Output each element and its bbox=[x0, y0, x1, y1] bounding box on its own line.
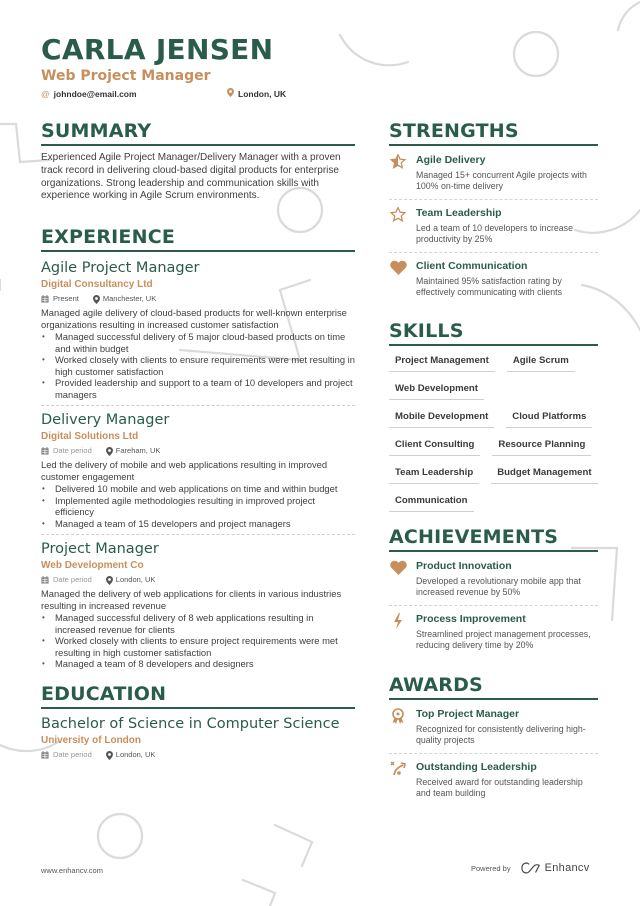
item-divider bbox=[389, 252, 598, 253]
job-description: Managed agile delivery of cloud-based products for well-known enterprise organizations resulting in increased customer satisfaction bbox=[41, 307, 347, 330]
company-name: Digital Solutions Ltd bbox=[41, 431, 139, 442]
location-text: London, UK bbox=[238, 89, 287, 99]
bullet-item: • Managed successful delivery of 5 major cloud-based products on time and within budget bbox=[41, 331, 355, 354]
map-pin-icon bbox=[106, 751, 113, 760]
skill-tag: Web Development bbox=[389, 380, 484, 400]
candidate-name: CARLA JENSEN bbox=[41, 33, 274, 66]
bullet-item: • Managed successful delivery of 8 web applications resulting in increased revenue for clients bbox=[41, 612, 355, 635]
calendar-icon bbox=[41, 447, 49, 455]
job-date: Date period bbox=[41, 575, 92, 585]
enhancv-logo[interactable]: Enhancv bbox=[521, 862, 590, 874]
summary-section bbox=[41, 120, 355, 203]
candidate-role: Web Project Manager bbox=[41, 68, 211, 84]
job-meta bbox=[41, 446, 355, 456]
skill-tag: Cloud Platforms bbox=[506, 408, 592, 428]
job-description: Led the delivery of mobile and web applications resulting in improved customer engagement bbox=[41, 459, 328, 482]
section-title-education: EDUCATION bbox=[41, 683, 167, 705]
job-entry bbox=[41, 259, 355, 400]
section-title-skills: SKILLS bbox=[389, 320, 464, 342]
job-bullets bbox=[41, 331, 355, 400]
map-pin-icon bbox=[106, 447, 113, 456]
star-outline-icon bbox=[389, 206, 407, 246]
contact-location bbox=[227, 88, 286, 100]
section-divider bbox=[389, 550, 598, 552]
lightning-icon bbox=[389, 612, 407, 652]
enhancv-logo-icon bbox=[521, 862, 541, 874]
experience-section bbox=[41, 226, 355, 670]
bullet-item: • Provided leadership and support to a team of 10 developers and project managers bbox=[41, 377, 355, 400]
school-name: University of London bbox=[41, 735, 141, 746]
job-bullets bbox=[41, 483, 355, 529]
map-pin-icon bbox=[227, 88, 234, 100]
bullet-item: • Delivered 10 mobile and web applications on time and within budget bbox=[41, 483, 355, 495]
item-divider bbox=[389, 753, 598, 754]
entry-divider bbox=[41, 534, 355, 535]
education-section bbox=[41, 683, 355, 763]
skill-tag: Communication bbox=[389, 492, 474, 512]
job-title: Agile Project Manager bbox=[41, 260, 200, 276]
section-title-awards: AWARDS bbox=[389, 674, 483, 696]
skill-tag: Project Management bbox=[389, 352, 495, 372]
bullet-item: • Implemented agile methodologies resulting in improved project efficiency bbox=[41, 495, 355, 518]
bullet-item: • Worked closely with clients to ensure project requirements were met resulting in high customer satisfaction bbox=[41, 635, 355, 658]
strength-item: Team Leadership Led a team of 10 developers to increase productivity by 25% bbox=[389, 206, 598, 246]
item-divider bbox=[389, 605, 598, 606]
entry-divider bbox=[41, 405, 355, 406]
degree-title: Bachelor of Science in Computer Science bbox=[41, 716, 340, 732]
section-title-experience: EXPERIENCE bbox=[41, 226, 176, 248]
skill-tag: Team Leadership bbox=[389, 464, 479, 484]
map-pin-icon bbox=[106, 576, 113, 585]
strategy-icon bbox=[389, 760, 407, 800]
bullet-item: • Worked closely with clients to ensure requirements were met resulting in high customer satisfaction bbox=[41, 354, 355, 377]
powered-by-text: Powered by bbox=[471, 863, 511, 873]
job-title: Project Manager bbox=[41, 541, 159, 557]
company-name: Digital Consultancy Ltd bbox=[41, 279, 153, 290]
calendar-icon bbox=[41, 751, 49, 759]
education-entry bbox=[41, 715, 355, 760]
skill-tag: Mobile Development bbox=[389, 408, 494, 428]
heart-icon bbox=[389, 259, 407, 299]
award-item: Outstanding Leadership Received award for outstanding leadership and team building bbox=[389, 760, 598, 800]
star-half-icon bbox=[389, 153, 407, 193]
skill-tag: Client Consulting bbox=[389, 436, 480, 456]
calendar-icon bbox=[41, 576, 49, 584]
item-divider bbox=[389, 199, 598, 200]
section-divider bbox=[41, 144, 355, 146]
strengths-section bbox=[389, 120, 598, 298]
job-entry bbox=[41, 540, 355, 670]
job-bullets bbox=[41, 612, 355, 670]
footer-branding bbox=[471, 862, 590, 874]
awards-section bbox=[389, 674, 598, 800]
achievement-item: Product Innovation Developed a revolutionary mobile app that increased revenue by 50% bbox=[389, 559, 598, 599]
heart-icon bbox=[389, 559, 407, 599]
section-divider bbox=[389, 698, 598, 700]
achievement-item: Process Improvement Streamlined project management processes, reducing delivery time by 20% bbox=[389, 612, 598, 652]
education-location: London, UK bbox=[106, 750, 156, 760]
section-divider bbox=[41, 250, 355, 252]
company-name: Web Development Co bbox=[41, 560, 144, 571]
job-location: London, UK bbox=[106, 575, 156, 585]
skill-tag: Resource Planning bbox=[492, 436, 591, 456]
section-divider bbox=[389, 144, 598, 146]
job-date: Present bbox=[41, 294, 79, 304]
section-divider bbox=[389, 344, 598, 346]
section-divider bbox=[41, 707, 355, 709]
bullet-item: • Managed a team of 8 developers and designers bbox=[41, 658, 355, 670]
job-location: Manchester, UK bbox=[93, 294, 156, 304]
section-title-summary: SUMMARY bbox=[41, 120, 152, 142]
map-pin-icon bbox=[93, 295, 100, 304]
skill-tag: Budget Management bbox=[491, 464, 597, 484]
award-ribbon-icon bbox=[389, 707, 407, 747]
job-location: Fareham, UK bbox=[106, 446, 161, 456]
skills-list bbox=[389, 352, 598, 512]
job-description: Managed the delivery of web applications for clients in various industries resulting in increased revenue bbox=[41, 588, 342, 611]
summary-text: Experienced Agile Project Manager/Delivery Manager with a proven track record in delivering cloud-based digital products for enterprise organizations. Strong leadership and communication skills with experience working in Agile Scrum environments. bbox=[41, 152, 341, 202]
skill-tag: Agile Scrum bbox=[507, 352, 575, 372]
bullet-item: • Managed a team of 15 developers and project managers bbox=[41, 518, 355, 530]
calendar-icon bbox=[41, 295, 49, 303]
education-meta bbox=[41, 750, 355, 760]
job-meta bbox=[41, 294, 355, 304]
skills-section bbox=[389, 320, 598, 512]
job-meta bbox=[41, 575, 355, 585]
strength-item: Agile Delivery Managed 15+ concurrent Agile projects with 100% on-time delivery bbox=[389, 153, 598, 193]
email-text: johndoe@email.com bbox=[53, 89, 137, 99]
education-date: Date period bbox=[41, 750, 92, 760]
at-icon: @ bbox=[41, 89, 50, 99]
award-item: Top Project Manager Recognized for consistently delivering high-quality projects bbox=[389, 707, 598, 747]
job-date: Date period bbox=[41, 446, 92, 456]
job-title: Delivery Manager bbox=[41, 412, 170, 428]
job-entry bbox=[41, 411, 355, 529]
achievements-section bbox=[389, 526, 598, 652]
section-title-achievements: ACHIEVEMENTS bbox=[389, 526, 559, 548]
strength-item: Client Communication Maintained 95% satisfaction rating by effectively communicating with clients bbox=[389, 259, 598, 299]
footer-website-link[interactable]: www.enhancv.com bbox=[41, 866, 103, 875]
section-title-strengths: STRENGTHS bbox=[389, 120, 519, 142]
contact-email[interactable] bbox=[41, 88, 137, 100]
